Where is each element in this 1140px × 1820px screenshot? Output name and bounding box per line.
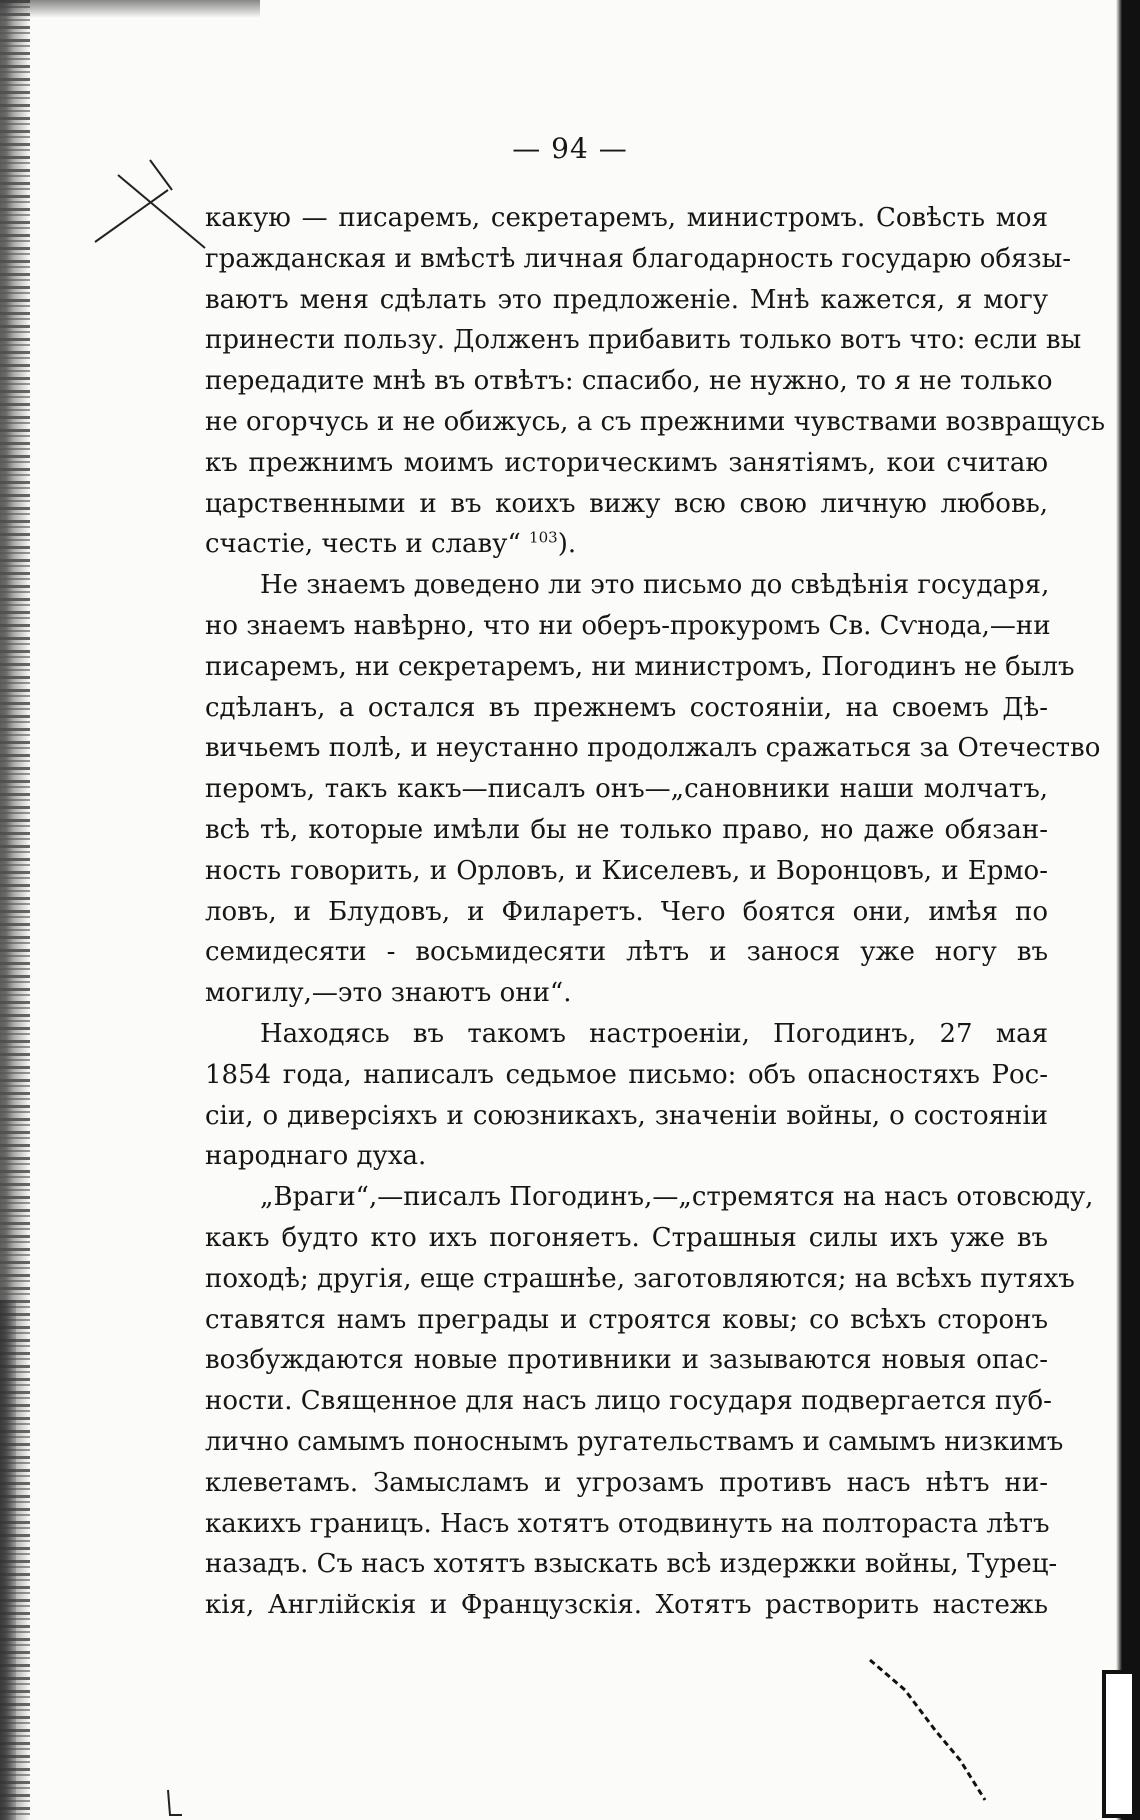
text-line: всѣ тѣ, которые имѣли бы не только право, но даже обязан- [205, 814, 1048, 845]
text-line: Находясь въ такомъ настроеніи, Погодинъ, 27 мая [260, 1018, 1048, 1049]
page-text [205, 198, 1106, 1626]
text-line: ваютъ меня сдѣлать это предложеніе. Мнѣ кажется, я могу [205, 284, 1048, 315]
text-line: могилу,—это знаютъ они“. [205, 978, 572, 1009]
text-line: лично самымъ поноснымъ ругательствамъ и самымъ низкимъ [205, 1426, 1064, 1457]
text-line: какъ будто кто ихъ погоняетъ. Страшныя силы ихъ уже въ [205, 1222, 1048, 1253]
text-line: ставятся намъ преграды и строятся ковы; со всѣхъ сторонъ [205, 1304, 1048, 1335]
text-line: ности. Священное для насъ лицо государя подвергается пуб- [205, 1386, 1052, 1417]
text-line: къ прежнимъ моимъ историческимъ занятіямъ, кои считаю [205, 447, 1048, 478]
text-line: „Враги“,—писалъ Погодинъ,—„стремятся на насъ отовсюду, [260, 1182, 1094, 1213]
text-line: какихъ границъ. Насъ хотятъ отодвинуть на полтораста лѣтъ [205, 1508, 1050, 1539]
text-line: принести пользу. Долженъ прибавить только вотъ что: если вы [205, 325, 1082, 356]
text-segment: счастіе, честь и славу“ [205, 529, 521, 560]
text-segment: ). [557, 529, 577, 560]
text-line: возбуждаются новые противники и зазываются новыя опас- [205, 1345, 1048, 1376]
bottom-left-mark [168, 1790, 182, 1815]
text-line: кія, Англійскія и Французскія. Хотятъ растворить настежь [205, 1590, 1048, 1621]
text-line: ловъ, и Блудовъ, и Филаретъ. Чего боятся они, имѣя по [205, 896, 1048, 927]
text-line: сдѣланъ, а остался въ прежнемъ состояніи, на своемъ Дѣ- [205, 692, 1048, 723]
text-line: вичьемъ полѣ, и неустанно продолжалъ сражаться за Отечество [205, 733, 1101, 764]
text-line: назадъ. Съ насъ хотятъ взыскать всѣ издержки войны, Турец- [205, 1549, 1058, 1580]
text-line: семидесяти - восьмидесяти лѣтъ и занося уже ногу въ [205, 937, 1048, 968]
margin-check-mark [95, 160, 205, 248]
text-line: не огорчусь и не обижусь, а съ прежними чувствами возвращусь [205, 406, 1106, 437]
text-line: царственными и въ коихъ вижу всю свою личную любовь, [205, 488, 1048, 519]
text-line: походѣ; другія, еще страшнѣе, заготовляются; на всѣхъ путяхъ [205, 1263, 1075, 1294]
text-line: 1854 года, написалъ седьмое письмо: объ опасностяхъ Рос- [205, 1059, 1048, 1090]
bottom-pencil-stroke [870, 1660, 985, 1800]
text-line: писаремъ, ни секретаремъ, ни министромъ, Погодинъ не былъ [205, 651, 1075, 682]
text-line: Не знаемъ доведено ли это письмо до свѣдѣнія государя, [260, 570, 1050, 601]
page-number: — 94 — [512, 132, 628, 165]
text-line: перомъ, такъ какъ—писалъ онъ—„сановники наши молчатъ, [205, 774, 1048, 805]
text-line: гражданская и вмѣстѣ личная благодарность государю обязы- [205, 243, 1072, 274]
text-line: клеветамъ. Замысламъ и угрозамъ противъ насъ нѣтъ ни- [205, 1467, 1048, 1498]
text-line: сіи, о диверсіяхъ и союзникахъ, значеніи войны, о состояніи [205, 1100, 1048, 1131]
text-line: ность говорить, и Орловъ, и Киселевъ, и Воронцовъ, и Ермо- [205, 855, 1048, 886]
text-line: передадите мнѣ въ отвѣтъ: спасибо, не нужно, то я не только [205, 366, 1053, 397]
text-line: какую — писаремъ, секретаремъ, министромъ. Совѣсть моя [205, 203, 1048, 233]
text-line [205, 524, 1048, 565]
footnote-reference: 103 [529, 528, 558, 547]
text-line: но знаемъ навѣрно, что ни оберъ-прокуромъ Св. Сѵнода,—ни [205, 610, 1051, 641]
text-line: народнаго духа. [205, 1141, 427, 1172]
